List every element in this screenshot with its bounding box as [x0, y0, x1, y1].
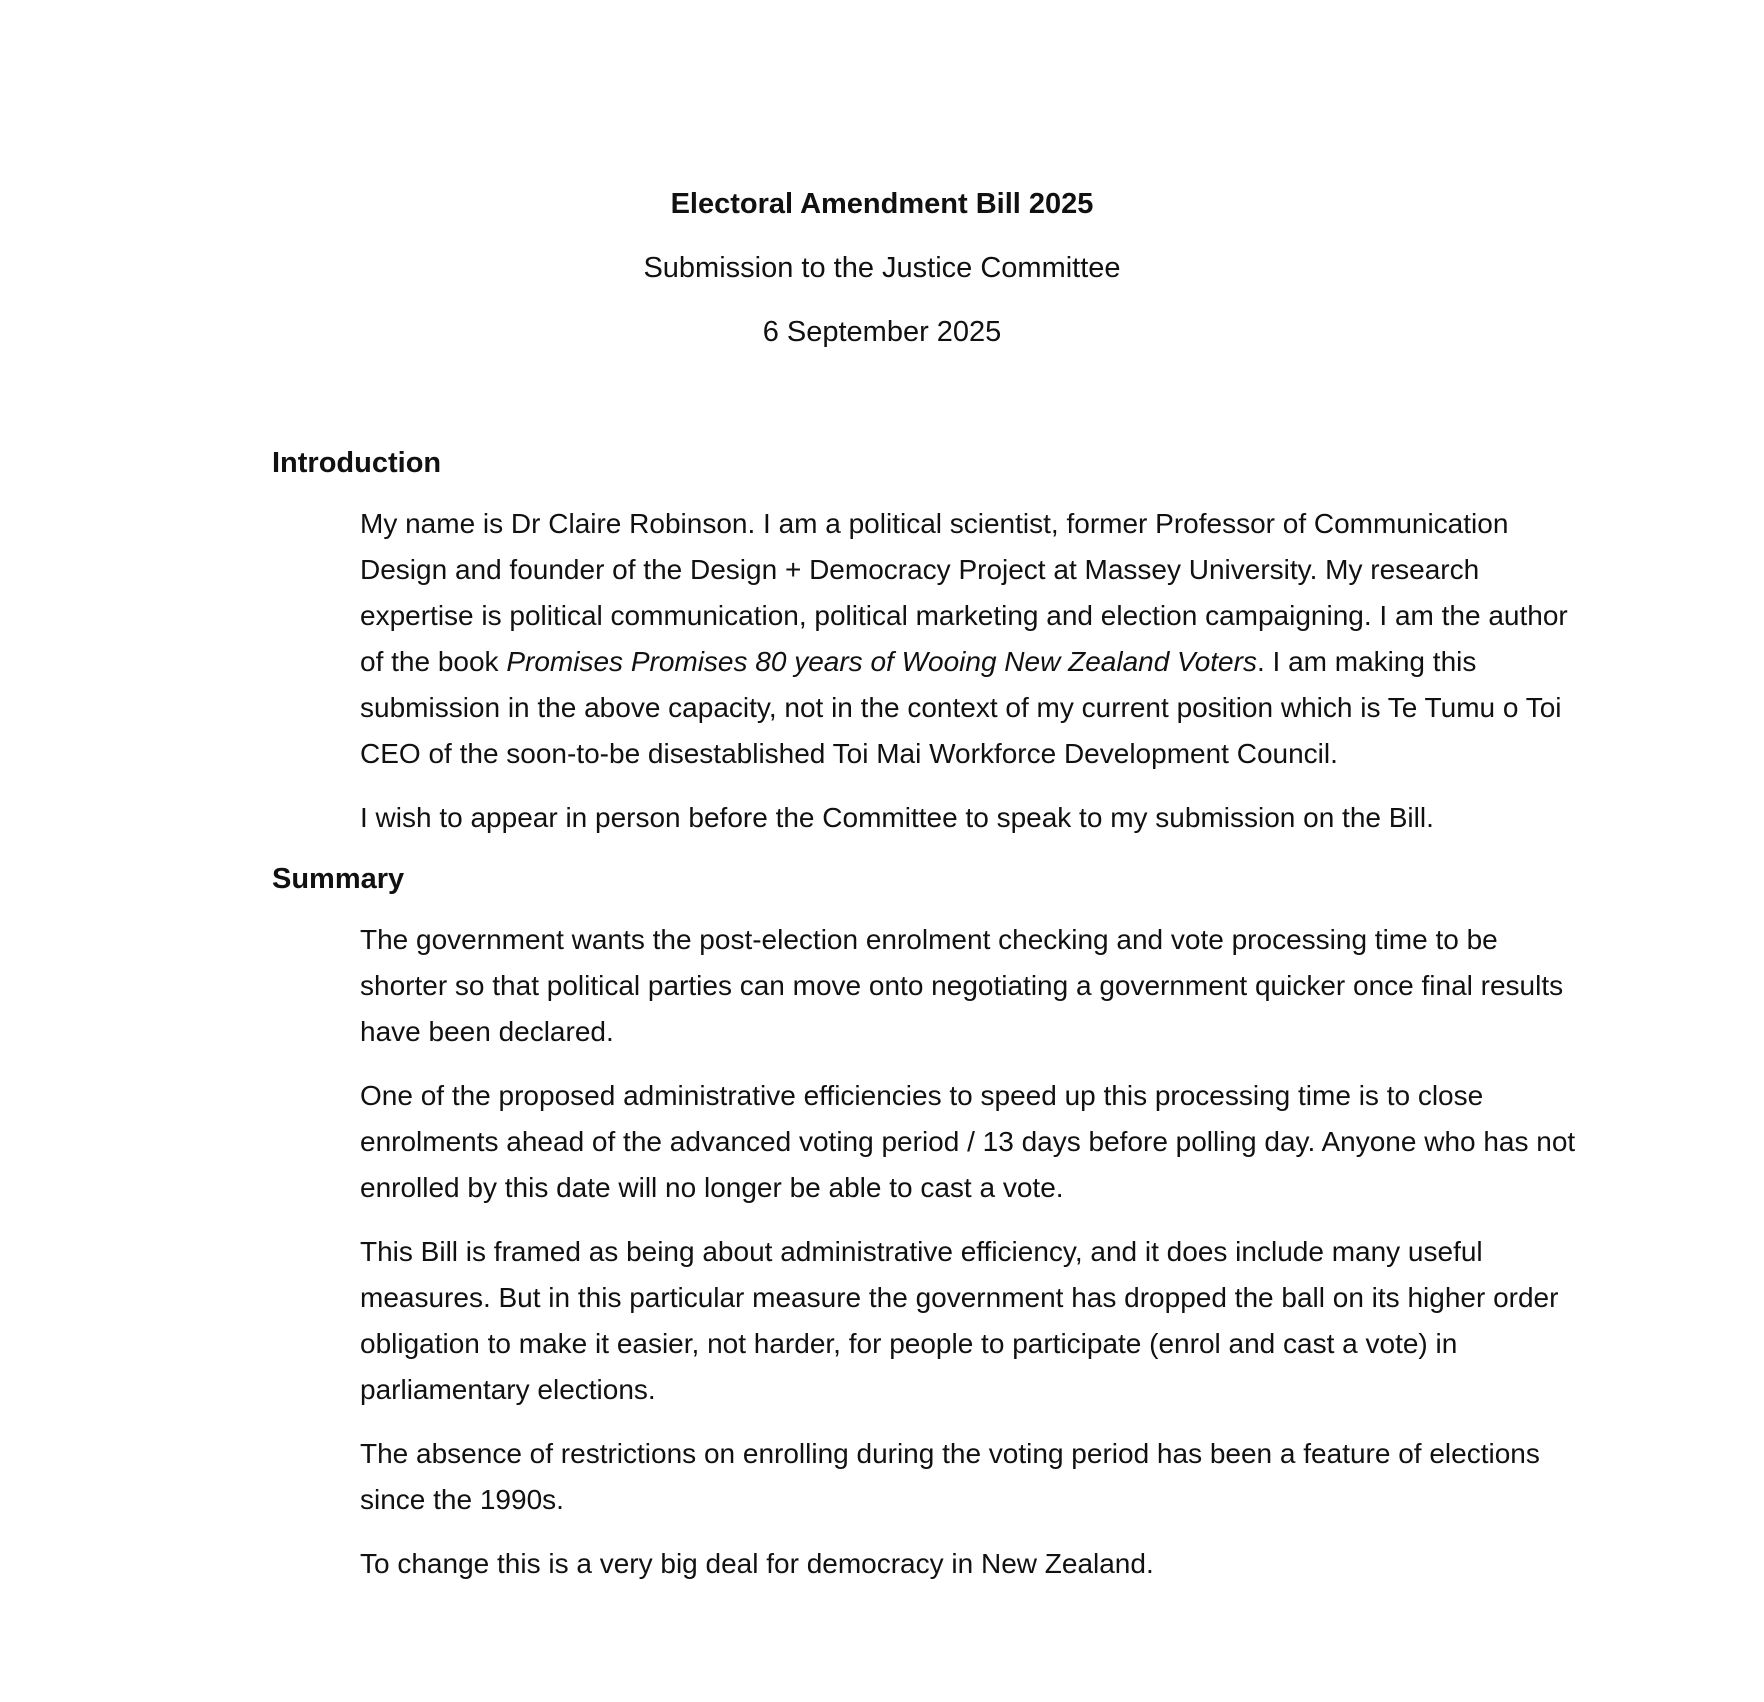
- summary-heading: Summary: [272, 863, 405, 895]
- document-subtitle: Submission to the Justice Committee: [643, 252, 1121, 284]
- summary-section: [272, 861, 1576, 1587]
- document-date: 6 September 2025: [762, 316, 1002, 348]
- introduction-heading: Introduction: [272, 447, 442, 479]
- summary-paragraph-2: One of the proposed administrative efficiencies to speed up this processing time is to close enrolments ahead of the advanced voting period / 13 days before polling day. Anyone who has not enrolled by this date will no longer be able to cast a vote.: [360, 1080, 1576, 1203]
- document-title: Electoral Amendment Bill 2025: [670, 188, 1094, 220]
- intro-para1-text-a: My name is Dr Claire Robinson. I am a political scientist, former Professor of Communication Design and founder of the Design + Democracy Project at Massey University. My research expertise is political communication, political marketing and election campaigning. I am the author of the book: [360, 508, 1568, 677]
- summary-paragraph-5: To change this is a very big deal for democracy in New Zealand.: [360, 1548, 1154, 1579]
- summary-paragraph-3: This Bill is framed as being about administrative efficiency, and it does include many useful measures. But in this particular measure the government has dropped the ball on its higher order obligation to make it easier, not harder, for people to participate (enrol and cast a vote) in parliamentary elections.: [360, 1236, 1559, 1405]
- intro-para1-text-b: . I am making this submission in the above capacity, not in the context of my current position which is Te Tumu o Toi CEO of the soon-to-be disestablished Toi Mai Workforce Development Council.: [360, 646, 1562, 769]
- introduction-paragraph-1: [360, 501, 1578, 777]
- summary-paragraph-4: The absence of restrictions on enrolling during the voting period has been a feature of elections since the 1990s.: [360, 1438, 1540, 1515]
- title-block: [0, 186, 1764, 350]
- introduction-paragraph-2: I wish to appear in person before the Committee to speak to my submission on the Bill.: [360, 802, 1434, 833]
- introduction-section: [272, 445, 1572, 841]
- book-title: Promises Promises 80 years of Wooing New Zealand Voters: [506, 646, 1257, 677]
- document-body: [272, 445, 1576, 1605]
- summary-paragraph-1: The government wants the post-election enrolment checking and vote processing time to be shorter so that political parties can move onto negotiating a government quicker once final results have been declared.: [360, 924, 1564, 1047]
